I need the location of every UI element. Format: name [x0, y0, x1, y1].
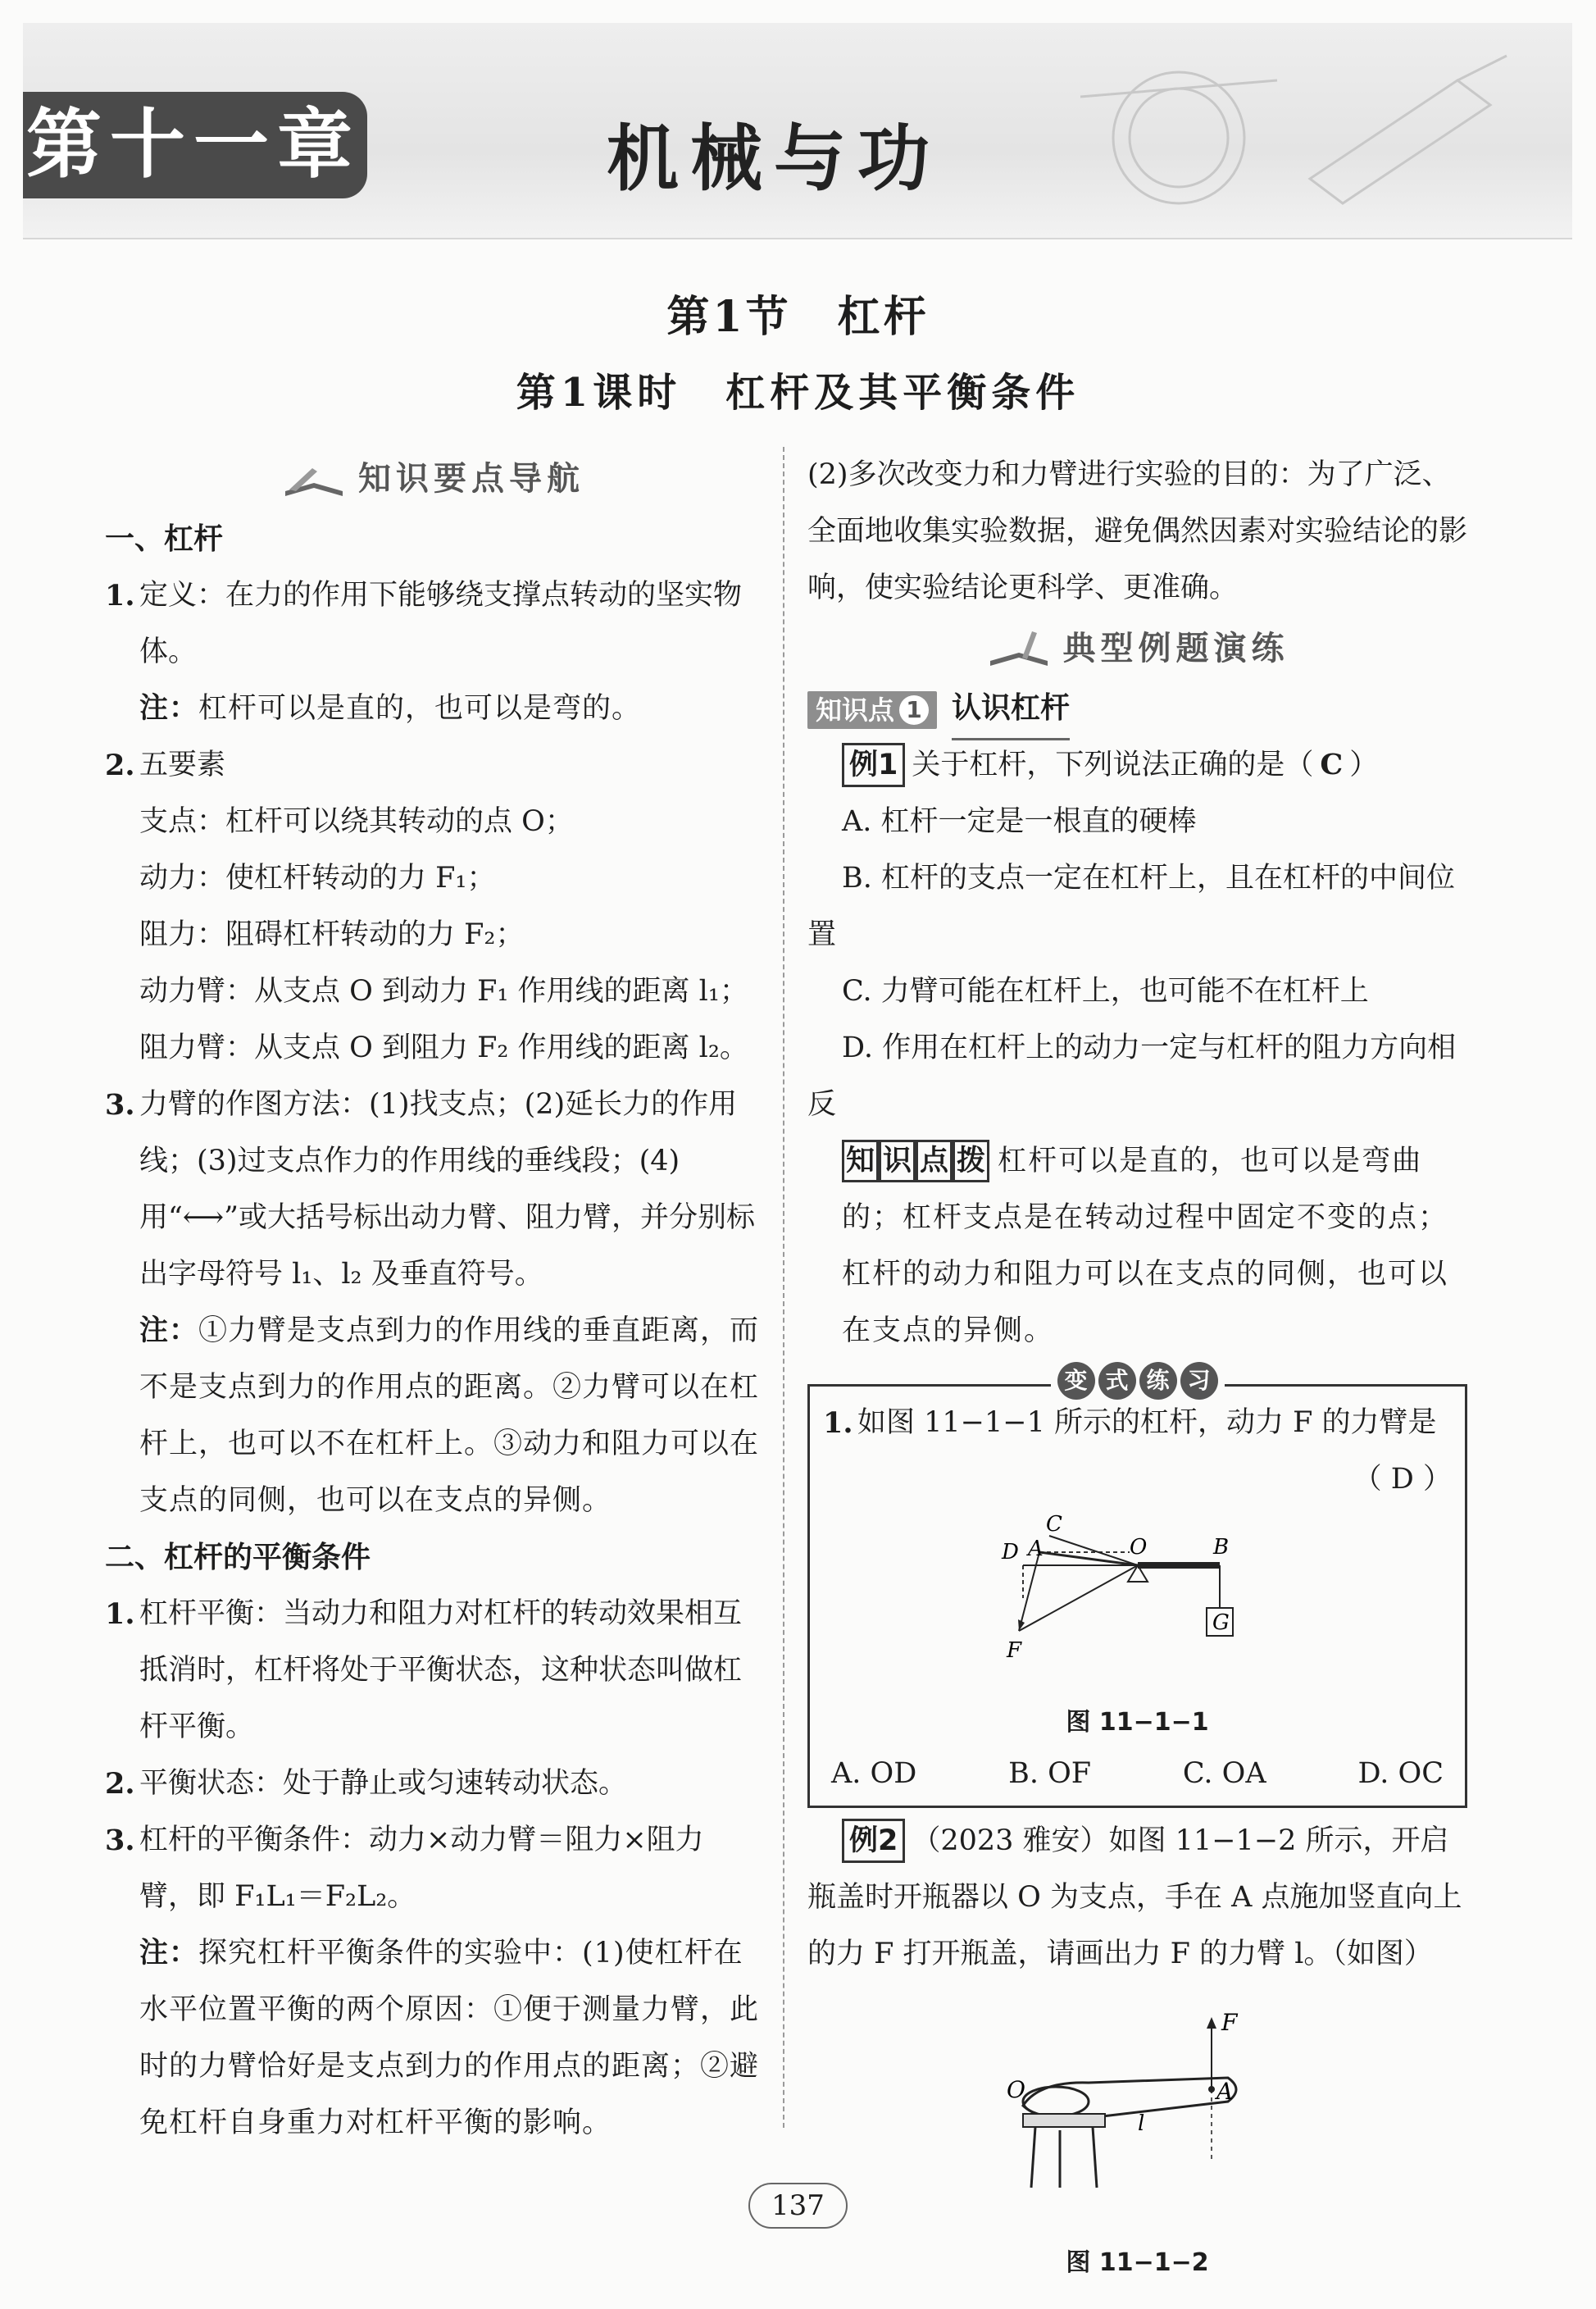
section-title: 第1节 杠杆	[666, 292, 930, 342]
example-1-question	[807, 736, 1467, 794]
label-l: l	[1137, 2111, 1144, 2136]
option-b: B. 杠杆的支点一定在杠杆上，且在杠杆的中间位置	[807, 862, 1455, 951]
resistance-text: 阻力：阻碍杠杆转动的力 F₂；	[139, 918, 525, 951]
practice-box	[807, 1367, 1467, 1808]
heading-balance: 二、杠杆的平衡条件	[105, 1541, 371, 1574]
question-text: 关于杠杆，下列说法正确的是（	[912, 749, 1314, 781]
list-item	[105, 1077, 761, 1303]
knowledge-point-number: 1	[899, 695, 929, 725]
figure-caption: 图 11−1−1	[1066, 1708, 1209, 1737]
page-number-text: 137	[748, 2183, 848, 2229]
label-f: F	[1006, 1638, 1021, 1663]
label-b: B	[1212, 1535, 1229, 1560]
tip-char: 拨	[953, 1140, 989, 1182]
lever-bar-left	[1039, 1552, 1138, 1565]
definition-text: 定义：在力的作用下能够绕支撑点转动的坚实物体。	[139, 579, 743, 668]
bottle-neck	[1031, 2127, 1035, 2188]
item-number: 2.	[105, 749, 135, 782]
list-item	[105, 1812, 761, 1925]
practice-question	[823, 1395, 1452, 1508]
tip-text: 杠杆可以是直的，也可以是弯曲的；杠杆支点是在转动过程中固定不变的点；杠杆的动力和阻力可以在支点的同侧，也可以在支点的异侧。	[842, 1145, 1449, 1347]
note	[105, 1303, 761, 1529]
option-d: D. 作用在杠杆上的动力一定与杠杆的阻力方向相反	[807, 1032, 1457, 1121]
item-number: 3.	[105, 1824, 135, 1857]
five-elements-title: 五要素	[139, 749, 226, 781]
opener-body	[1023, 2078, 1236, 2119]
option-d: D. OC	[1357, 1757, 1444, 1790]
example-tag: 例2	[842, 1819, 905, 1863]
line-oc	[1049, 1536, 1138, 1565]
sketch-illustration-icon	[1064, 48, 1523, 212]
bottle-cap	[1023, 2114, 1105, 2127]
note-label: 注：	[139, 1314, 199, 1347]
practice-options	[823, 1746, 1452, 1802]
lever-diagram	[998, 1508, 1277, 1680]
resistance-arm-text: 阻力臂：从支点 O 到阻力 F₂ 作用线的距离 l₂。	[139, 1032, 748, 1064]
note	[105, 1925, 761, 2152]
balance-text: 杠杆平衡：当动力和阻力对杠杆的转动效果相互抵消时，杠杆将处于平衡状态，这种状态叫做杠杆平衡。	[139, 1597, 743, 1743]
balance-condition-text: 杠杆的平衡条件：动力×动力臂＝阻力×阻力臂，即 F₁L₁＝F₂L₂。	[139, 1824, 704, 1913]
force-f-line	[1019, 1552, 1039, 1631]
note-label: 注：	[139, 692, 199, 725]
knowledge-banner-text: 知识要点导航	[358, 459, 584, 498]
item-number: 2.	[105, 1767, 135, 1801]
label-o: O	[1129, 1535, 1147, 1560]
point-a	[1208, 2086, 1215, 2093]
list-item	[105, 1756, 761, 1812]
balance-state-text: 平衡状态：处于静止或匀速转动状态。	[139, 1767, 628, 1800]
heading-lever: 一、杠杆	[105, 522, 224, 556]
chapter-tag: 第十一章	[23, 92, 367, 198]
note-text: 探究杠杆平衡条件的实验中：(1)使杠杆在水平位置平衡的两个原因：①便于测量力臂，此时的力臂恰好是支点到力的作用点的距离；②避免杠杆自身重力对杠杆平衡的影响。	[139, 1937, 760, 2139]
pencil-book-icon	[986, 628, 1052, 669]
answer: （ D ）	[1353, 1463, 1452, 1496]
question-text	[857, 1395, 1452, 1508]
lesson-title: 第1课时 杠杆及其平衡条件	[516, 370, 1080, 416]
item-number: 3.	[105, 1088, 135, 1122]
question-stem: 如图 11−1−1 所示的杠杆，动力 F 的力臂是	[857, 1406, 1437, 1439]
item-number: 1.	[105, 1597, 135, 1631]
label-a: A	[1216, 2078, 1233, 2105]
example-2	[807, 1813, 1467, 1983]
fulcrum-text: 支点：杠杆可以绕其转动的点 O；	[139, 805, 574, 838]
tip-char: 知	[842, 1140, 879, 1182]
item-number: 1.	[105, 579, 135, 613]
knowledge-tip	[807, 1133, 1467, 1359]
chapter-title: 机械与功	[607, 116, 942, 201]
note	[105, 681, 761, 737]
label-c: C	[1045, 1512, 1062, 1537]
knowledge-point-bar	[807, 684, 1467, 736]
continued-text: (2)多次改变力和力臂进行实验的目的：为了广泛、全面地收集实验数据，避免偶然因素对实验结论的影响，使实验结论更科学、更准确。	[807, 458, 1468, 604]
label-f: F	[1221, 2009, 1237, 2036]
tip-tag	[842, 1140, 989, 1182]
option-c: C. OA	[1182, 1757, 1266, 1790]
right-column	[807, 447, 1467, 2286]
book-icon	[281, 458, 347, 499]
label-d: D	[1001, 1540, 1019, 1564]
label-g: G	[1212, 1610, 1230, 1635]
force-arrow	[1207, 2017, 1216, 2029]
note-text: ①力臂是支点到力的作用线的垂直距离，而不是支点到力的作用点的距离。②力臂可以在杠杆上，也可以不在杠杆上。③动力和阻力可以在支点的同侧，也可以在支点的异侧。	[139, 1314, 760, 1517]
figure-11-1-1	[823, 1508, 1452, 1700]
item-number: 1.	[823, 1406, 853, 1440]
practice-char: 习	[1180, 1362, 1218, 1400]
left-column	[105, 447, 761, 2152]
opener-head	[1023, 2087, 1089, 2116]
method-text: 力臂的作图方法：(1)找支点；(2)延长力的作用线；(3)过支点作力的作用线的垂线段；(4)用“⟷”或大括号标出动力臂、阻力臂，并分别标出字母符号 l₁、l₂ 及垂直符号。	[139, 1088, 755, 1291]
label-a: A	[1027, 1537, 1044, 1561]
option-a: A. OD	[831, 1757, 917, 1790]
list-item	[105, 737, 761, 794]
option-a: A. 杠杆一定是一根直的硬棒	[842, 805, 1197, 838]
practice-char: 式	[1098, 1362, 1136, 1400]
page-number	[0, 2183, 1596, 2229]
option-c: C. 力臂可能在杠杆上，也可能不在杠杆上	[842, 975, 1369, 1008]
practice-char: 变	[1057, 1362, 1095, 1400]
figure-caption: 图 11−1−2	[1066, 2248, 1209, 2277]
list-item	[105, 1586, 761, 1756]
knowledge-point-tag	[807, 691, 937, 729]
line-of	[1019, 1565, 1138, 1631]
practice-tag	[1051, 1362, 1225, 1400]
effort-arm-text: 动力臂：从支点 O 到动力 F₁ 作用线的距离 l₁；	[139, 975, 748, 1008]
note-label: 注：	[139, 1937, 199, 1970]
answer: C	[1320, 748, 1344, 781]
knowledge-point-label: 知识点	[816, 695, 895, 726]
tip-char: 点	[916, 1140, 953, 1182]
question-text: （2023 雅安）如图 11−1−2 所示，开启瓶盖时开瓶器以 O 为支点，手在 A 点施加竖直向上的力 F 打开瓶盖，请画出力 F 的力臂 l。（如图）	[807, 1824, 1462, 1970]
option-b: B. OF	[1008, 1757, 1092, 1790]
note-text: 杠杆可以是直的，也可以是弯的。	[198, 692, 642, 725]
examples-banner-text: 典型例题演练	[1062, 629, 1289, 667]
effort-text: 动力：使杠杆转动的力 F₁；	[139, 862, 496, 895]
knowledge-banner	[105, 447, 761, 511]
tip-char: 识	[879, 1140, 916, 1182]
question-close: ）	[1349, 749, 1379, 781]
practice-char: 练	[1139, 1362, 1177, 1400]
column-divider	[783, 447, 784, 2128]
knowledge-point-name: 认识杠杆	[952, 680, 1070, 740]
label-o: O	[1006, 2076, 1025, 2103]
examples-banner	[807, 617, 1467, 681]
list-item	[105, 567, 761, 681]
bottle-neck	[1093, 2127, 1097, 2188]
example-tag: 例1	[842, 743, 905, 787]
